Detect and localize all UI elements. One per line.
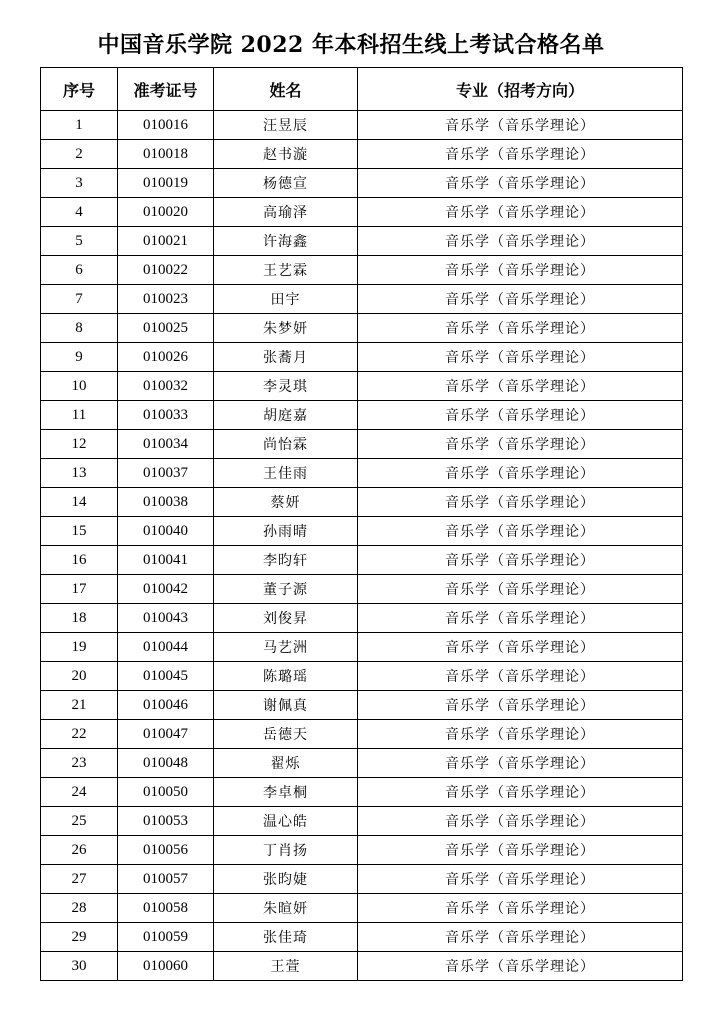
cell-major: 音乐学（音乐学理论） <box>358 546 683 575</box>
cell-major: 音乐学（音乐学理论） <box>358 633 683 662</box>
cell-exam-id: 010056 <box>118 836 214 865</box>
table-row <box>41 691 683 720</box>
cell-name: 王佳雨 <box>214 459 358 488</box>
cell-seq: 4 <box>41 198 118 227</box>
cell-name: 岳德天 <box>214 720 358 749</box>
cell-name: 朱梦妍 <box>214 314 358 343</box>
cell-seq: 16 <box>41 546 118 575</box>
cell-seq: 27 <box>41 865 118 894</box>
table-row <box>41 488 683 517</box>
cell-name: 张佳琦 <box>214 923 358 952</box>
cell-exam-id: 010058 <box>118 894 214 923</box>
cell-major: 音乐学（音乐学理论） <box>358 923 683 952</box>
table-row <box>41 604 683 633</box>
table-row <box>41 778 683 807</box>
cell-exam-id: 010020 <box>118 198 214 227</box>
cell-seq: 6 <box>41 256 118 285</box>
cell-seq: 29 <box>41 923 118 952</box>
cell-name: 蔡妍 <box>214 488 358 517</box>
cell-major: 音乐学（音乐学理论） <box>358 169 683 198</box>
cell-major: 音乐学（音乐学理论） <box>358 343 683 372</box>
cell-seq: 28 <box>41 894 118 923</box>
cell-exam-id: 010045 <box>118 662 214 691</box>
cell-seq: 19 <box>41 633 118 662</box>
table-row <box>41 111 683 140</box>
cell-major: 音乐学（音乐学理论） <box>358 778 683 807</box>
table-row <box>41 198 683 227</box>
table-row <box>41 749 683 778</box>
table-row <box>41 720 683 749</box>
cell-seq: 3 <box>41 169 118 198</box>
cell-seq: 23 <box>41 749 118 778</box>
cell-exam-id: 010043 <box>118 604 214 633</box>
cell-major: 音乐学（音乐学理论） <box>358 459 683 488</box>
cell-seq: 18 <box>41 604 118 633</box>
cell-seq: 30 <box>41 952 118 981</box>
cell-exam-id: 010050 <box>118 778 214 807</box>
table-row <box>41 894 683 923</box>
cell-major: 音乐学（音乐学理论） <box>358 401 683 430</box>
table-row <box>41 923 683 952</box>
cell-major: 音乐学（音乐学理论） <box>358 285 683 314</box>
table-row <box>41 633 683 662</box>
table-row <box>41 807 683 836</box>
cell-name: 王萱 <box>214 952 358 981</box>
table-row <box>41 401 683 430</box>
cell-major: 音乐学（音乐学理论） <box>358 865 683 894</box>
cell-seq: 5 <box>41 227 118 256</box>
cell-exam-id: 010041 <box>118 546 214 575</box>
table-row <box>41 430 683 459</box>
table-row <box>41 517 683 546</box>
cell-name: 田宇 <box>214 285 358 314</box>
cell-name: 马艺洲 <box>214 633 358 662</box>
cell-name: 张蕎月 <box>214 343 358 372</box>
cell-seq: 10 <box>41 372 118 401</box>
cell-major: 音乐学（音乐学理论） <box>358 604 683 633</box>
cell-name: 李灵琪 <box>214 372 358 401</box>
cell-major: 音乐学（音乐学理论） <box>358 894 683 923</box>
cell-exam-id: 010033 <box>118 401 214 430</box>
cell-exam-id: 010037 <box>118 459 214 488</box>
cell-name: 董子源 <box>214 575 358 604</box>
table-row <box>41 546 683 575</box>
cell-major: 音乐学（音乐学理论） <box>358 111 683 140</box>
table-body <box>41 111 683 981</box>
cell-exam-id: 010046 <box>118 691 214 720</box>
cell-major: 音乐学（音乐学理论） <box>358 720 683 749</box>
cell-seq: 25 <box>41 807 118 836</box>
cell-seq: 22 <box>41 720 118 749</box>
cell-exam-id: 010018 <box>118 140 214 169</box>
table-row <box>41 343 683 372</box>
cell-name: 杨德宣 <box>214 169 358 198</box>
table-row <box>41 575 683 604</box>
table-row <box>41 140 683 169</box>
cell-seq: 26 <box>41 836 118 865</box>
cell-exam-id: 010053 <box>118 807 214 836</box>
header-name: 姓名 <box>214 68 358 111</box>
cell-exam-id: 010026 <box>118 343 214 372</box>
cell-exam-id: 010023 <box>118 285 214 314</box>
table-row <box>41 459 683 488</box>
table-row <box>41 227 683 256</box>
cell-name: 汪昱辰 <box>214 111 358 140</box>
cell-seq: 14 <box>41 488 118 517</box>
cell-major: 音乐学（音乐学理论） <box>358 749 683 778</box>
cell-major: 音乐学（音乐学理论） <box>358 691 683 720</box>
cell-major: 音乐学（音乐学理论） <box>358 836 683 865</box>
table-row <box>41 256 683 285</box>
cell-name: 谢佩真 <box>214 691 358 720</box>
cell-major: 音乐学（音乐学理论） <box>358 198 683 227</box>
header-exam-id: 准考证号 <box>118 68 214 111</box>
cell-major: 音乐学（音乐学理论） <box>358 807 683 836</box>
table-row <box>41 865 683 894</box>
table-row <box>41 372 683 401</box>
cell-name: 孙雨晴 <box>214 517 358 546</box>
cell-exam-id: 010022 <box>118 256 214 285</box>
cell-seq: 20 <box>41 662 118 691</box>
cell-name: 高瑜泽 <box>214 198 358 227</box>
cell-major: 音乐学（音乐学理论） <box>358 372 683 401</box>
cell-seq: 7 <box>41 285 118 314</box>
cell-name: 张昀婕 <box>214 865 358 894</box>
cell-seq: 12 <box>41 430 118 459</box>
cell-major: 音乐学（音乐学理论） <box>358 488 683 517</box>
cell-name: 李昀轩 <box>214 546 358 575</box>
cell-seq: 2 <box>41 140 118 169</box>
cell-exam-id: 010047 <box>118 720 214 749</box>
cell-name: 王艺霖 <box>214 256 358 285</box>
cell-name: 朱暄妍 <box>214 894 358 923</box>
cell-exam-id: 010034 <box>118 430 214 459</box>
cell-exam-id: 010044 <box>118 633 214 662</box>
cell-name: 温心皓 <box>214 807 358 836</box>
cell-exam-id: 010042 <box>118 575 214 604</box>
admission-list-table <box>40 67 683 981</box>
cell-name: 李卓桐 <box>214 778 358 807</box>
cell-seq: 15 <box>41 517 118 546</box>
cell-name: 许海鑫 <box>214 227 358 256</box>
cell-seq: 13 <box>41 459 118 488</box>
cell-major: 音乐学（音乐学理论） <box>358 430 683 459</box>
cell-exam-id: 010025 <box>118 314 214 343</box>
table-row <box>41 952 683 981</box>
cell-major: 音乐学（音乐学理论） <box>358 575 683 604</box>
cell-major: 音乐学（音乐学理论） <box>358 662 683 691</box>
cell-exam-id: 010060 <box>118 952 214 981</box>
cell-exam-id: 010040 <box>118 517 214 546</box>
cell-name: 陈璐瑶 <box>214 662 358 691</box>
cell-exam-id: 010021 <box>118 227 214 256</box>
cell-name: 赵书漩 <box>214 140 358 169</box>
cell-major: 音乐学（音乐学理论） <box>358 140 683 169</box>
cell-seq: 21 <box>41 691 118 720</box>
table-row <box>41 285 683 314</box>
cell-seq: 8 <box>41 314 118 343</box>
cell-seq: 11 <box>41 401 118 430</box>
cell-exam-id: 010059 <box>118 923 214 952</box>
cell-major: 音乐学（音乐学理论） <box>358 227 683 256</box>
table-row <box>41 836 683 865</box>
cell-seq: 24 <box>41 778 118 807</box>
cell-exam-id: 010016 <box>118 111 214 140</box>
cell-exam-id: 010057 <box>118 865 214 894</box>
cell-name: 刘俊昇 <box>214 604 358 633</box>
document-title: 中国音乐学院 2022 年本科招生线上考试合格名单 <box>97 32 605 58</box>
cell-seq: 9 <box>41 343 118 372</box>
table-header-row <box>41 68 683 111</box>
cell-seq: 17 <box>41 575 118 604</box>
cell-exam-id: 010032 <box>118 372 214 401</box>
cell-name: 胡庭嘉 <box>214 401 358 430</box>
cell-exam-id: 010038 <box>118 488 214 517</box>
cell-major: 音乐学（音乐学理论） <box>358 517 683 546</box>
cell-major: 音乐学（音乐学理论） <box>358 952 683 981</box>
cell-exam-id: 010019 <box>118 169 214 198</box>
table-row <box>41 169 683 198</box>
cell-seq: 1 <box>41 111 118 140</box>
header-seq: 序号 <box>41 68 118 111</box>
cell-exam-id: 010048 <box>118 749 214 778</box>
cell-name: 翟烁 <box>214 749 358 778</box>
cell-name: 尚怡霖 <box>214 430 358 459</box>
cell-name: 丁肖扬 <box>214 836 358 865</box>
table-row <box>41 314 683 343</box>
header-major: 专业（招考方向） <box>358 68 683 111</box>
cell-major: 音乐学（音乐学理论） <box>358 256 683 285</box>
cell-major: 音乐学（音乐学理论） <box>358 314 683 343</box>
table-row <box>41 662 683 691</box>
